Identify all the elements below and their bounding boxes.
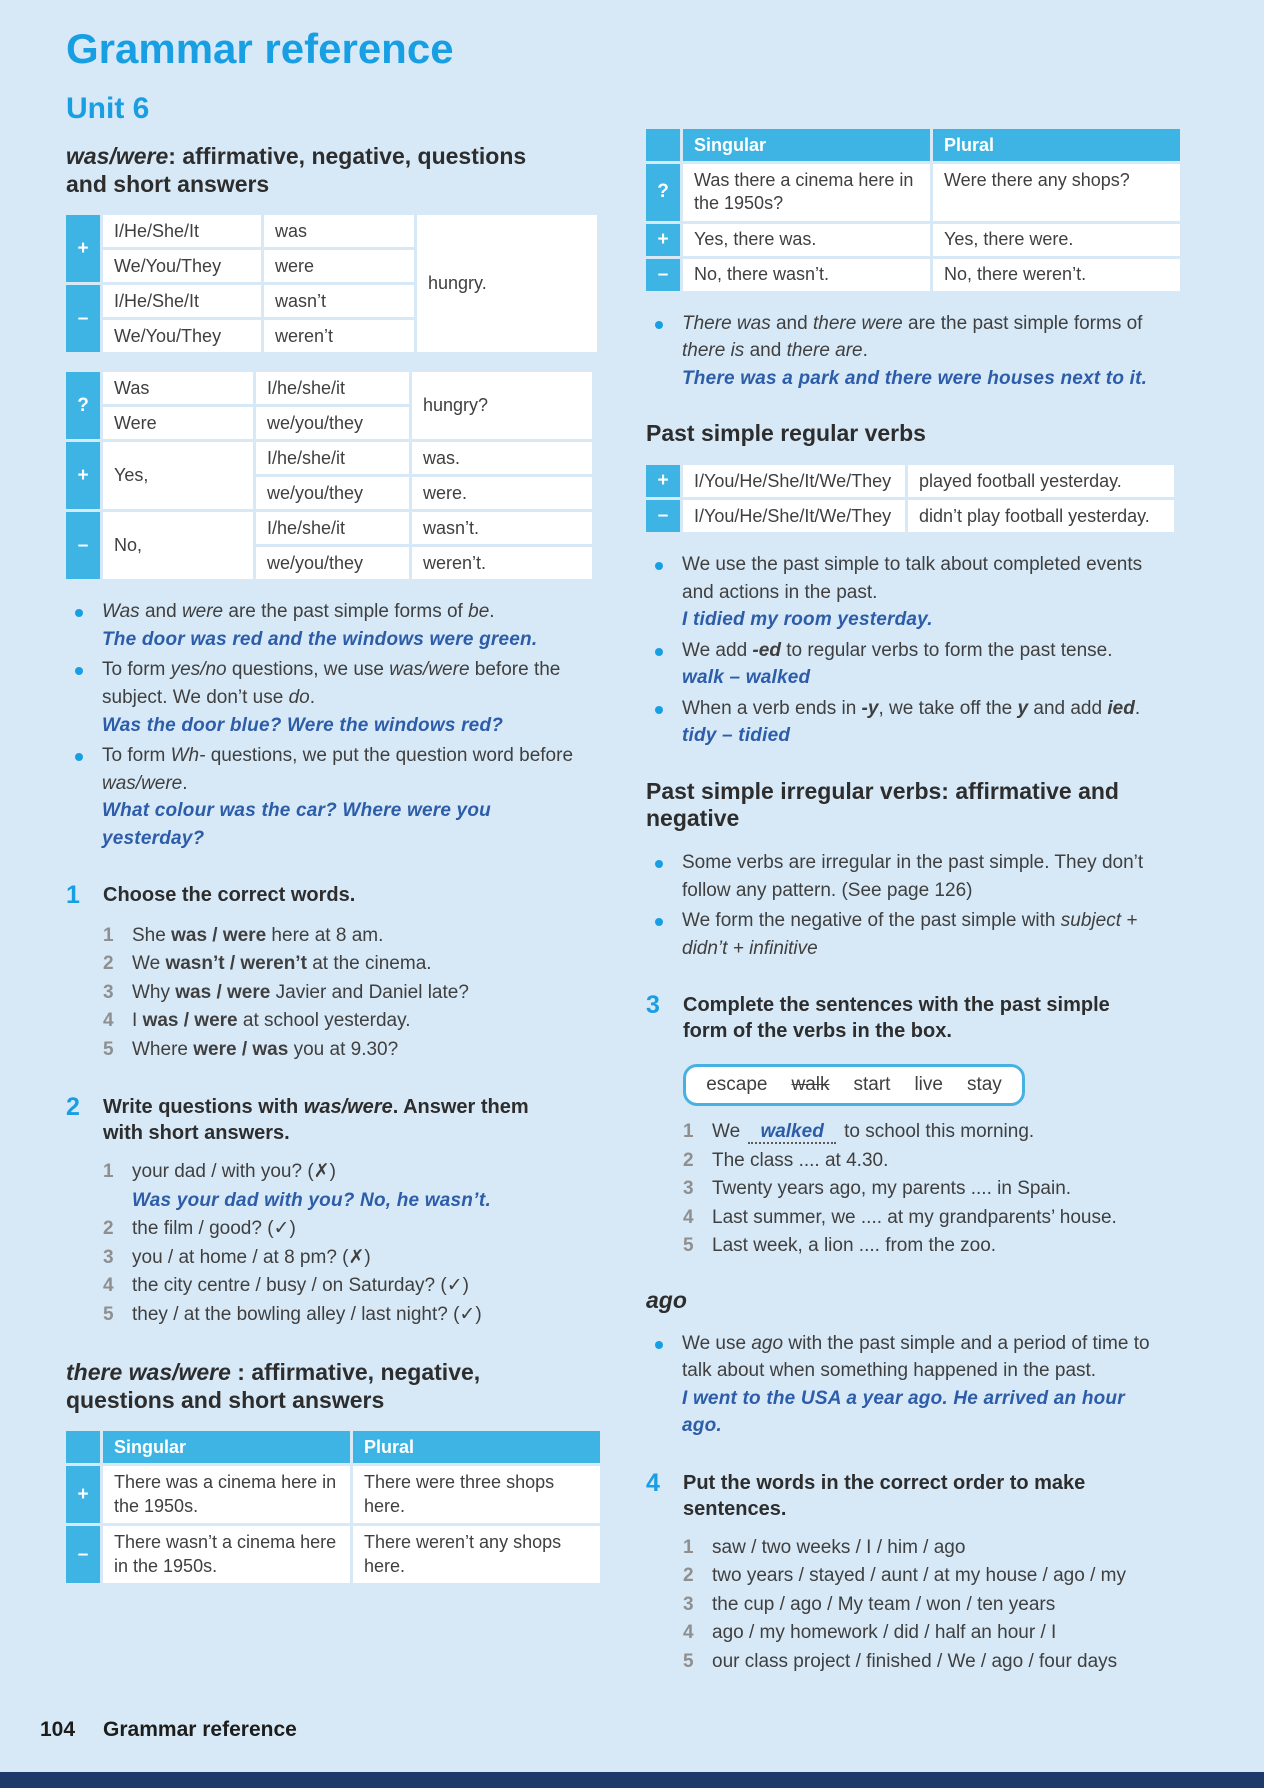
table-row bbox=[66, 1466, 600, 1523]
note-text: To form yes/no questions, we use was/were before the subject. We don’t use do. bbox=[102, 659, 561, 709]
grammar-note bbox=[646, 849, 1166, 904]
item-number: 2 bbox=[683, 1149, 694, 1171]
table-cell: wasn’t. bbox=[412, 512, 592, 544]
table-cell: I/he/she/it bbox=[256, 512, 409, 544]
negative-sign-cell: – bbox=[66, 512, 100, 579]
table-cell: No, bbox=[103, 512, 253, 579]
table-row bbox=[66, 1431, 600, 1463]
negative-sign-cell: – bbox=[646, 259, 680, 291]
grammar-note bbox=[646, 695, 1166, 750]
table-cell: we/you/they bbox=[256, 547, 409, 579]
complement-cell: hungry. bbox=[417, 215, 597, 352]
exercise-title: Write questions with was/were. Answer them with short answers. bbox=[103, 1096, 529, 1145]
item-text: Last week, a lion .... from the zoo. bbox=[712, 1235, 997, 1257]
column-header: Plural bbox=[933, 129, 1180, 161]
table-cell: There were three shops here. bbox=[353, 1466, 600, 1523]
grammar-notes-list bbox=[646, 849, 1166, 962]
item-text: the city centre / busy / on Saturday? (✓) bbox=[132, 1275, 469, 1297]
grammar-notes-list bbox=[66, 598, 586, 852]
table-row bbox=[646, 465, 1174, 497]
table-cell: Yes, there was. bbox=[683, 224, 930, 256]
corner-cell bbox=[66, 1431, 100, 1463]
exercise-items bbox=[646, 1534, 1186, 1677]
table-cell: There was a cinema here in the 1950s. bbox=[103, 1466, 350, 1523]
column-header: Singular bbox=[683, 129, 930, 161]
exercise-item bbox=[683, 1591, 1186, 1620]
table-cell: were bbox=[264, 250, 414, 282]
exercise-title: Complete the sentences with the past simple form of the verbs in the box. bbox=[683, 994, 1110, 1043]
there-was-were-statements-table bbox=[63, 1428, 603, 1586]
exercise-title: Put the words in the correct order to make sentences. bbox=[683, 1471, 1086, 1520]
item-number: 3 bbox=[103, 981, 114, 1003]
grammar-notes-list bbox=[646, 1330, 1166, 1440]
exercise-item bbox=[683, 1648, 1186, 1677]
table-row bbox=[646, 259, 1180, 291]
note-text: There was and there were are the past simple forms of there is and there are. bbox=[682, 312, 1143, 362]
item-text: Where were / was you at 9.30? bbox=[132, 1038, 399, 1060]
exercise-item bbox=[683, 1232, 1186, 1261]
item-number: 2 bbox=[683, 1565, 694, 1587]
exercise-item bbox=[103, 922, 606, 951]
grammar-note bbox=[66, 656, 586, 739]
past-simple-regular-table bbox=[643, 462, 1177, 535]
column-header: Singular bbox=[103, 1431, 350, 1463]
table-cell: I/You/He/She/It/We/They bbox=[683, 465, 905, 497]
exercise-item bbox=[683, 1147, 1186, 1176]
table-cell: was. bbox=[412, 442, 592, 474]
exercise-item bbox=[683, 1619, 1186, 1648]
table-cell: No, there wasn’t. bbox=[683, 259, 930, 291]
example-sentence: The door was red and the windows were green. bbox=[102, 628, 538, 650]
section-heading-was-were: was/were: affirmative, negative, questions and short answers bbox=[66, 143, 527, 197]
grammar-note bbox=[646, 1330, 1166, 1440]
section-heading-there-was-were: there was/were : affirmative, negative, questions and short answers bbox=[66, 1359, 481, 1413]
grammar-note bbox=[66, 742, 586, 852]
right-column bbox=[646, 26, 1186, 1676]
item-text: Last summer, we .... at my grandparents’ house. bbox=[712, 1206, 1117, 1228]
item-text: The class .... at 4.30. bbox=[712, 1149, 889, 1171]
exercise-1 bbox=[66, 882, 606, 1064]
item-text: our class project / finished / We / ago / four days bbox=[712, 1650, 1118, 1672]
exercise-item bbox=[103, 1272, 606, 1301]
table-row bbox=[66, 1526, 600, 1583]
item-text: the cup / ago / My team / won / ten years bbox=[712, 1593, 1056, 1615]
table-row bbox=[66, 215, 597, 247]
table-cell: were. bbox=[412, 477, 592, 509]
table-row bbox=[66, 512, 592, 544]
item-number: 1 bbox=[683, 1536, 694, 1558]
exercise-heading bbox=[646, 992, 1186, 1044]
example-sentence: tidy – tidied bbox=[682, 725, 791, 747]
there-was-were-questions-table bbox=[643, 126, 1183, 294]
question-sign-cell: ? bbox=[646, 164, 680, 221]
item-number: 2 bbox=[103, 953, 114, 975]
item-text: the film / good? (✓) bbox=[132, 1218, 296, 1240]
exercise-item bbox=[103, 1244, 606, 1273]
page-title: Grammar reference bbox=[66, 25, 454, 72]
example-sentence: I tidied my room yesterday. bbox=[682, 609, 933, 631]
exercise-item bbox=[103, 1036, 606, 1065]
example-answer: Was your dad with you? No, he wasn’t. bbox=[132, 1189, 491, 1211]
exercise-items bbox=[66, 922, 606, 1065]
example-sentence: There was a park and there were houses next to it. bbox=[682, 367, 1148, 389]
item-number: 1 bbox=[683, 1121, 694, 1143]
table-cell: Were bbox=[103, 407, 253, 439]
exercise-item bbox=[103, 950, 606, 979]
table-cell: I/He/She/It bbox=[103, 285, 261, 317]
example-sentence: walk – walked bbox=[682, 667, 811, 689]
page-footer bbox=[40, 1718, 297, 1742]
item-number: 1 bbox=[103, 924, 114, 946]
table-cell: weren’t bbox=[264, 320, 414, 352]
item-text: saw / two weeks / I / him / ago bbox=[712, 1536, 966, 1558]
exercise-heading bbox=[66, 882, 606, 910]
column-header: Plural bbox=[353, 1431, 600, 1463]
table-cell: wasn’t bbox=[264, 285, 414, 317]
grammar-note bbox=[646, 551, 1166, 634]
grammar-notes-list bbox=[646, 310, 1166, 393]
table-row bbox=[646, 500, 1174, 532]
affirmative-sign-cell: + bbox=[646, 465, 680, 497]
table-cell: There weren’t any shops here. bbox=[353, 1526, 600, 1583]
negative-sign-cell: – bbox=[646, 500, 680, 532]
item-number: 4 bbox=[683, 1622, 694, 1644]
table-cell: There wasn’t a cinema here in the 1950s. bbox=[103, 1526, 350, 1583]
item-number: 5 bbox=[103, 1038, 114, 1060]
table-cell: We/You/They bbox=[103, 250, 261, 282]
table-cell: was bbox=[264, 215, 414, 247]
table-cell: didn’t play football yesterday. bbox=[908, 500, 1174, 532]
table-row bbox=[646, 164, 1180, 221]
unit-title: Unit 6 bbox=[66, 92, 150, 126]
item-number: 1 bbox=[103, 1161, 114, 1183]
bottom-bar bbox=[0, 1772, 1264, 1788]
exercise-item bbox=[683, 1534, 1186, 1563]
exercise-number: 3 bbox=[646, 991, 660, 1020]
item-text: you / at home / at 8 pm? (✗) bbox=[132, 1246, 371, 1268]
question-sign-cell: ? bbox=[66, 372, 100, 439]
grammar-notes-list bbox=[646, 551, 1166, 750]
note-text: When a verb ends in -y, we take off the y and add ied. bbox=[682, 697, 1141, 719]
note-text: Some verbs are irregular in the past simple. They don’t follow any pattern. (See page 126) bbox=[682, 852, 1144, 901]
table-cell: Were there any shops? bbox=[933, 164, 1180, 221]
left-column bbox=[66, 26, 606, 1586]
item-number: 2 bbox=[103, 1218, 114, 1240]
exercise-3 bbox=[646, 992, 1186, 1261]
exercise-item bbox=[103, 1301, 606, 1330]
table-cell: I/You/He/She/It/We/They bbox=[683, 500, 905, 532]
item-text: they / at the bowling alley / last night? (✓) bbox=[132, 1303, 482, 1325]
exercise-title: Choose the correct words. bbox=[103, 884, 356, 907]
example-sentence: I went to the USA a year ago. He arrived an hour ago. bbox=[682, 1387, 1125, 1437]
was-were-statements-table bbox=[63, 212, 600, 355]
note-text: We use ago with the past simple and a period of time to talk about when something happened in the past. bbox=[682, 1332, 1150, 1382]
section-heading-irregular-verbs: Past simple irregular verbs: affirmative and negative bbox=[646, 777, 1119, 832]
complement-cell: hungry? bbox=[412, 372, 592, 439]
item-text: I was / were at school yesterday. bbox=[132, 1010, 411, 1032]
exercise-heading bbox=[646, 1470, 1186, 1522]
exercise-item bbox=[683, 1118, 1186, 1147]
item-number: 5 bbox=[103, 1303, 114, 1325]
note-text: To form Wh- questions, we put the question word before was/were. bbox=[102, 745, 574, 794]
affirmative-sign-cell: + bbox=[66, 442, 100, 509]
table-cell: Yes, there were. bbox=[933, 224, 1180, 256]
table-row bbox=[66, 442, 592, 474]
table-row bbox=[66, 372, 592, 404]
exercise-number: 1 bbox=[66, 881, 80, 910]
example-sentence: What colour was the car? Where were you yesterday? bbox=[102, 800, 491, 849]
exercise-number: 4 bbox=[646, 1468, 660, 1497]
item-text: your dad / with you? (✗) bbox=[132, 1161, 336, 1183]
negative-sign-cell: – bbox=[66, 285, 100, 352]
section-heading-regular-verbs: Past simple regular verbs bbox=[646, 420, 926, 447]
exercise-items bbox=[66, 1158, 606, 1329]
item-number: 3 bbox=[103, 1246, 114, 1268]
table-cell: No, there weren’t. bbox=[933, 259, 1180, 291]
exercise-item bbox=[683, 1175, 1186, 1204]
item-text: She was / were here at 8 am. bbox=[132, 924, 384, 946]
negative-sign-cell: – bbox=[66, 1526, 100, 1583]
item-number: 4 bbox=[103, 1275, 114, 1297]
note-text: We use the past simple to talk about completed events and actions in the past. bbox=[682, 554, 1143, 603]
item-text: two years / stayed / aunt / at my house / ago / my bbox=[712, 1565, 1126, 1587]
note-text: We add -ed to regular verbs to form the past tense. bbox=[682, 639, 1113, 661]
affirmative-sign-cell: + bbox=[646, 224, 680, 256]
item-number: 4 bbox=[683, 1206, 694, 1228]
example-sentence: Was the door blue? Were the windows red? bbox=[102, 714, 504, 736]
exercise-item bbox=[683, 1204, 1186, 1233]
table-row bbox=[646, 224, 1180, 256]
item-text: We walked to school this morning. bbox=[712, 1121, 1035, 1143]
exercise-items bbox=[646, 1118, 1186, 1261]
exercise-heading bbox=[66, 1094, 606, 1146]
page-number: 104 bbox=[40, 1718, 76, 1741]
footer-label: Grammar reference bbox=[103, 1718, 297, 1741]
exercise-number: 2 bbox=[66, 1093, 80, 1122]
item-text: ago / my homework / did / half an hour / I bbox=[712, 1622, 1057, 1644]
table-row bbox=[646, 129, 1180, 161]
grammar-note bbox=[646, 907, 1166, 962]
item-number: 5 bbox=[683, 1235, 694, 1257]
corner-cell bbox=[646, 129, 680, 161]
table-cell: we/you/they bbox=[256, 407, 409, 439]
table-cell: I/he/she/it bbox=[256, 372, 409, 404]
grammar-note bbox=[646, 310, 1166, 393]
grammar-note bbox=[66, 598, 586, 653]
exercise-item bbox=[103, 979, 606, 1008]
exercise-item bbox=[103, 1215, 606, 1244]
exercise-2 bbox=[66, 1094, 606, 1329]
table-cell: Was bbox=[103, 372, 253, 404]
item-text: Twenty years ago, my parents .... in Spain. bbox=[712, 1178, 1072, 1200]
item-text: We wasn’t / weren’t at the cinema. bbox=[132, 953, 432, 975]
grammar-note bbox=[646, 637, 1166, 692]
item-number: 4 bbox=[103, 1010, 114, 1032]
exercise-item bbox=[103, 1158, 606, 1215]
exercise-4 bbox=[646, 1470, 1186, 1677]
was-were-questions-table bbox=[63, 369, 595, 582]
word-box: escape walk start live stay bbox=[683, 1064, 1025, 1106]
item-number: 3 bbox=[683, 1593, 694, 1615]
section-heading-ago: ago bbox=[646, 1286, 687, 1313]
exercise-item bbox=[103, 1007, 606, 1036]
table-cell: played football yesterday. bbox=[908, 465, 1174, 497]
table-cell: weren’t. bbox=[412, 547, 592, 579]
item-number: 3 bbox=[683, 1178, 694, 1200]
table-cell: We/You/They bbox=[103, 320, 261, 352]
table-cell: Was there a cinema here in the 1950s? bbox=[683, 164, 930, 221]
affirmative-sign-cell: + bbox=[66, 1466, 100, 1523]
exercise-item bbox=[683, 1562, 1186, 1591]
table-cell: I/he/she/it bbox=[256, 442, 409, 474]
item-number: 5 bbox=[683, 1650, 694, 1672]
table-cell: Yes, bbox=[103, 442, 253, 509]
table-cell: we/you/they bbox=[256, 477, 409, 509]
note-text: We form the negative of the past simple with subject + didn’t + infinitive bbox=[682, 910, 1138, 959]
note-text: Was and were are the past simple forms of be. bbox=[102, 601, 495, 623]
table-cell: I/He/She/It bbox=[103, 215, 261, 247]
item-text: Why was / were Javier and Daniel late? bbox=[132, 981, 469, 1003]
affirmative-sign-cell: + bbox=[66, 215, 100, 282]
